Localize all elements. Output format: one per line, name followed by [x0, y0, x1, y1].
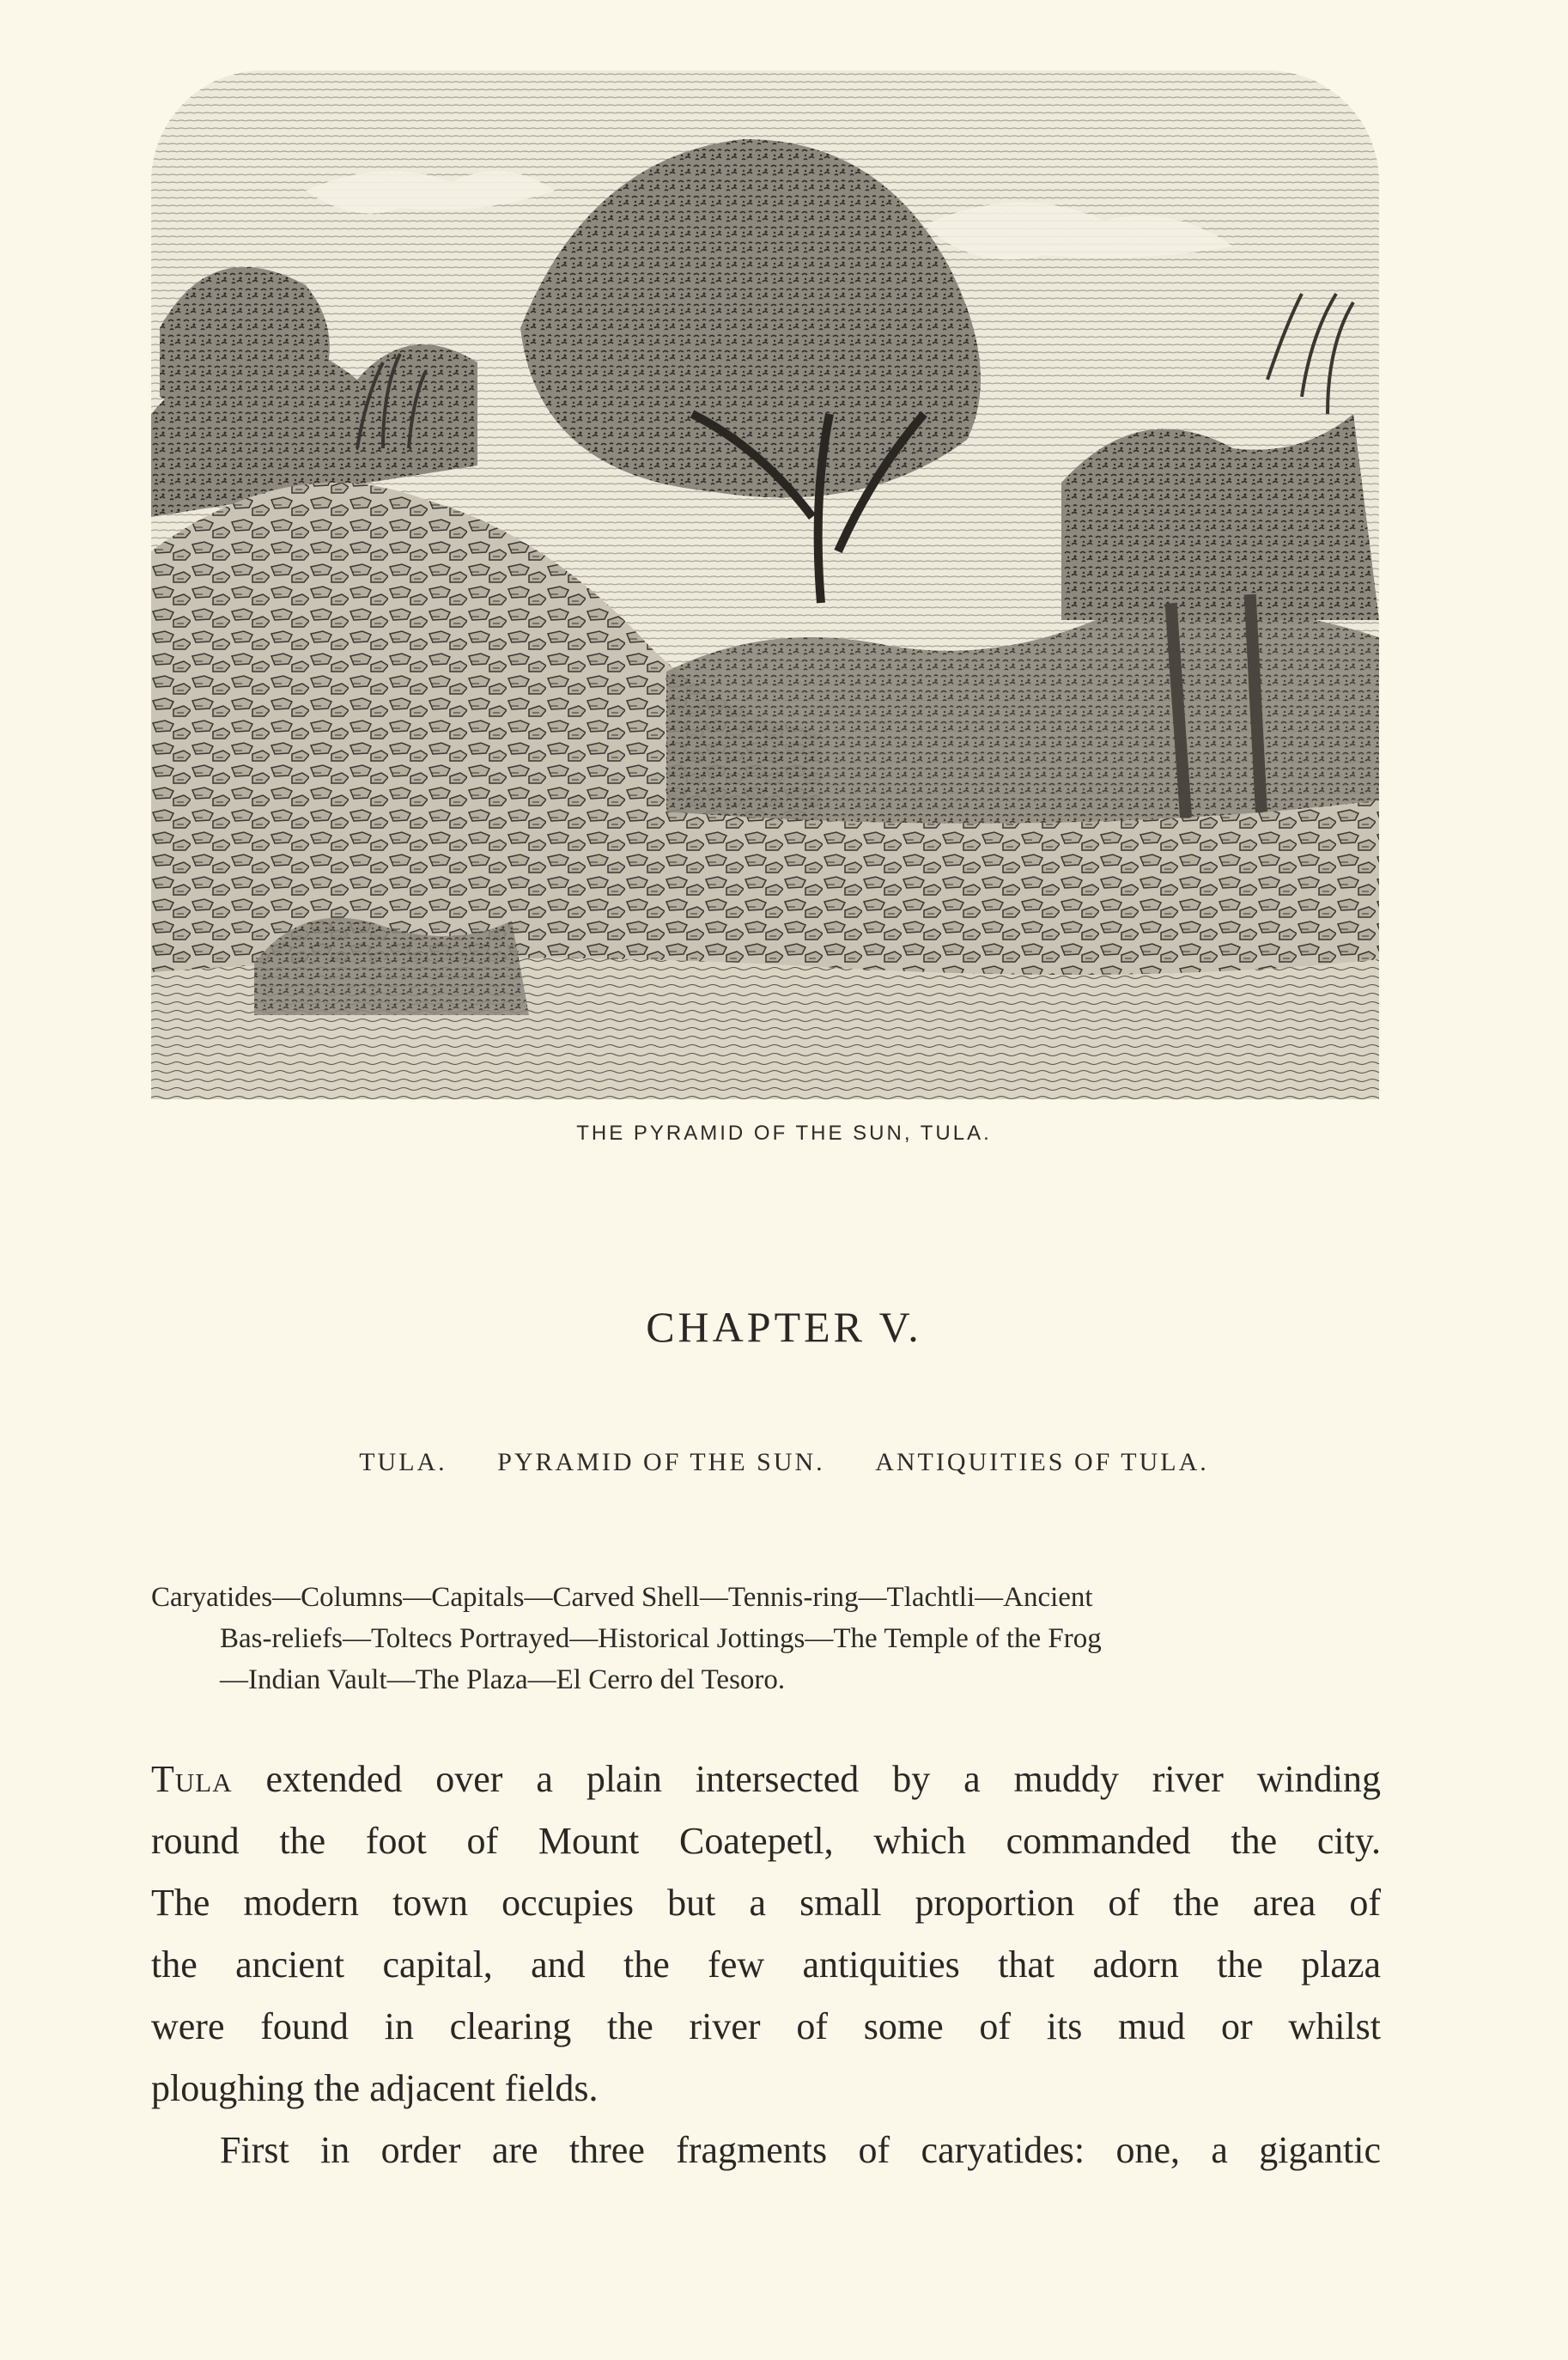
body-line: First in order are three fragments of caryatides: one, a gigantic	[220, 2129, 1381, 2171]
first-word-smallcaps: Tula	[151, 1758, 233, 1800]
chapter-synopsis	[151, 1577, 1381, 1700]
body-line: The modern town occupies but a small proportion of the area of	[151, 1882, 1381, 1924]
body-line: the ancient capital, and the few antiquities that adorn the plaza	[151, 1943, 1381, 1986]
body-line: round the foot of Mount Coatepetl, which commanded the city.	[151, 1820, 1381, 1862]
chapter-title: CHAPTER V.	[646, 1303, 922, 1351]
body-line	[151, 1749, 1381, 1810]
synopsis-line: Bas-reliefs—Toltecs Portrayed—Historical Jottings—The Temple of the Frog	[220, 1623, 1102, 1654]
illustration-caption: THE PYRAMID OF THE SUN, TULA.	[576, 1122, 992, 1145]
synopsis-line: Caryatides—Columns—Capitals—Carved Shell—Tennis-ring—Tlachtli—Ancient	[151, 1582, 1093, 1613]
body-line: ploughing the adjacent fields.	[151, 2067, 599, 2109]
synopsis-line: —Indian Vault—The Plaza—El Cerro del Tesoro.	[220, 1664, 786, 1695]
engraving-illustration	[151, 70, 1379, 1099]
subtitle-item-pyramid: PYRAMID OF THE SUN.	[497, 1448, 825, 1476]
subtitle-item-tula: TULA.	[359, 1448, 447, 1476]
body-line: were found in clearing the river of some of its mud or whilst	[151, 2005, 1381, 2047]
chapter-subtitle	[0, 1448, 1568, 1477]
body-line-text: extended over a plain intersected by a muddy river winding	[232, 1758, 1381, 1800]
body-text	[151, 1749, 1381, 2181]
subtitle-item-antiquities: ANTIQUITIES OF TULA.	[875, 1448, 1209, 1476]
landscape-engraving-image	[151, 70, 1379, 1099]
